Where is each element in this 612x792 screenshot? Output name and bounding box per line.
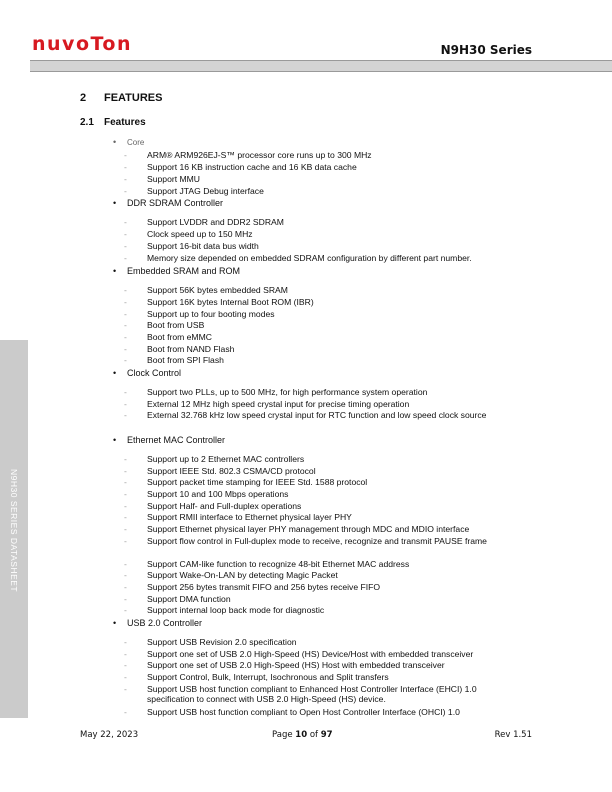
feature-item-text: Support packet time stamping for IEEE Std. 1588 protocol [147,477,368,487]
feature-item-text: Support CAM-like function to recognize 48-bit Ethernet MAC address [147,559,410,569]
feature-item-text: Support flow control in Full-duplex mode to receive, recognize and transmit PAUSE frame [147,536,487,546]
dash-marker: - [124,594,127,604]
feature-title: USB 2.0 Controller [127,618,203,628]
feature-item-text: Boot from USB [147,320,205,330]
dash-marker: - [124,582,127,592]
dash-marker: - [124,649,127,659]
dash-marker: - [124,501,127,511]
section-heading [80,117,146,128]
series-title: N9H30 Series [440,43,532,57]
dash-marker: - [124,241,127,251]
feature-item-text: Support two PLLs, up to 500 MHz, for high performance system operation [147,387,428,397]
header-rule [30,60,612,72]
chapter-number: 2 [80,92,87,104]
section-title: Features [104,117,146,128]
dash-marker: - [124,489,127,499]
feature-title: Core [127,138,145,147]
bullet-dot: • [113,266,117,276]
dash-marker: - [124,570,127,580]
feature-bullet [113,435,225,446]
feature-item-text: Support 256 bytes transmit FIFO and 256 bytes receive FIFO [147,582,381,592]
feature-item-text: Support USB host function compliant to Enhanced Host Controller Interface (EHCI) 1.0 specification to connect with USB 2.0 High-Speed (HS) device. [147,684,477,704]
feature-item-text: Support 56K bytes embedded SRAM [147,285,288,295]
chapter-heading [80,92,162,104]
dash-marker: - [124,512,127,522]
dash-marker: - [124,355,127,365]
feature-title: Clock Control [127,368,182,378]
dash-marker: - [124,536,127,546]
feature-title: Ethernet MAC Controller [127,435,226,445]
feature-item-text: Memory size depended on embedded SDRAM configuration by different part number. [147,253,472,263]
dash-marker: - [124,454,127,464]
dash-marker: - [124,672,127,682]
footer-page-total: 97 [320,730,333,740]
feature-item-text: Support 10 and 100 Mbps operations [147,489,289,499]
dash-marker: - [124,285,127,295]
bullet-dot: • [113,618,117,628]
feature-bullet [113,368,181,379]
feature-bullet [113,198,223,209]
feature-title: DDR SDRAM Controller [127,198,224,208]
dash-marker: - [124,410,127,420]
feature-item-text: ARM® ARM926EJ-S™ processor core runs up to 300 MHz [147,150,372,160]
dash-marker: - [124,660,127,670]
side-label: N9H30 SERIES DATASHEET [9,469,19,593]
section-number: 2.1 [80,117,94,128]
feature-item-text: Support LVDDR and DDR2 SDRAM [147,217,284,227]
dash-marker: - [124,229,127,239]
dash-marker: - [124,466,127,476]
dash-marker: - [124,162,127,172]
dash-marker: - [124,559,127,569]
dash-marker: - [124,707,127,717]
feature-item-text: Support DMA function [147,594,231,604]
chapter-title: FEATURES [104,92,163,104]
feature-item-text: Support JTAG Debug interface [147,186,264,196]
dash-marker: - [124,399,127,409]
feature-item-text: Support 16K bytes Internal Boot ROM (IBR) [147,297,314,307]
footer-page-prefix: Page [272,730,293,740]
feature-item-text: Support internal loop back mode for diagnostic [147,605,325,615]
dash-marker: - [124,332,127,342]
feature-item-text: Clock speed up to 150 MHz [147,229,253,239]
feature-item-text: Support one set of USB 2.0 High-Speed (HS) Device/Host with embedded transceiver [147,649,474,659]
feature-item-text: Support 16-bit data bus width [147,241,259,251]
feature-item-text: Support Half- and Full-duplex operations [147,501,302,511]
footer-page-of: of [309,730,319,740]
feature-item-text: Support USB host function compliant to Open Host Controller Interface (OHCI) 1.0 [147,707,460,717]
feature-item-text: Support MMU [147,174,201,184]
dash-marker: - [124,186,127,196]
dash-marker: - [124,297,127,307]
dash-marker: - [124,344,127,354]
footer-page-number: 10 [295,730,308,740]
footer-date: May 22, 2023 [80,730,139,740]
dash-marker: - [124,477,127,487]
feature-item-text: External 32.768 kHz low speed crystal input for RTC function and low speed clock source [147,410,487,420]
feature-item-text: Support Control, Bulk, Interrupt, Isochronous and Split transfers [147,672,389,682]
bullet-dot: • [113,368,117,378]
feature-item-text: External 12 MHz high speed crystal input for precise timing operation [147,399,410,409]
dash-marker: - [124,684,127,694]
feature-item-text: Support USB Revision 2.0 specification [147,637,297,647]
feature-item-text: Support up to four booting modes [147,309,275,319]
nuvoton-logo: nuvoTon [32,33,133,55]
feature-item-text: Support one set of USB 2.0 High-Speed (HS) Host with embedded transceiver [147,660,445,670]
dash-marker: - [124,605,127,615]
feature-item-text: Support RMII interface to Ethernet physical layer PHY [147,512,352,522]
feature-bullet [113,618,202,629]
feature-item-text: Support 16 KB instruction cache and 16 KB data cache [147,162,357,172]
feature-item-text: Boot from eMMC [147,332,212,342]
feature-item-text: Support IEEE Std. 802.3 CSMA/CD protocol [147,466,316,476]
dash-marker: - [124,320,127,330]
feature-item-text: Boot from NAND Flash [147,344,235,354]
footer-page [272,730,333,740]
dash-marker: - [124,150,127,160]
feature-bullet [113,266,240,277]
bullet-dot: • [113,137,117,147]
feature-item-text: Support Wake-On-LAN by detecting Magic Packet [147,570,338,580]
dash-marker: - [124,174,127,184]
dash-marker: - [124,309,127,319]
feature-item-text: Support Ethernet physical layer PHY management through MDC and MDIO interface [147,524,470,534]
feature-title: Embedded SRAM and ROM [127,266,241,276]
dash-marker: - [124,524,127,534]
bullet-dot: • [113,435,117,445]
dash-marker: - [124,637,127,647]
dash-marker: - [124,217,127,227]
bullet-dot: • [113,198,117,208]
dash-marker: - [124,253,127,263]
footer-revision: Rev 1.51 [494,730,532,740]
feature-item-text: Support up to 2 Ethernet MAC controllers [147,454,305,464]
feature-item-text: Boot from SPI Flash [147,355,224,365]
feature-bullet [113,137,144,148]
dash-marker: - [124,387,127,397]
